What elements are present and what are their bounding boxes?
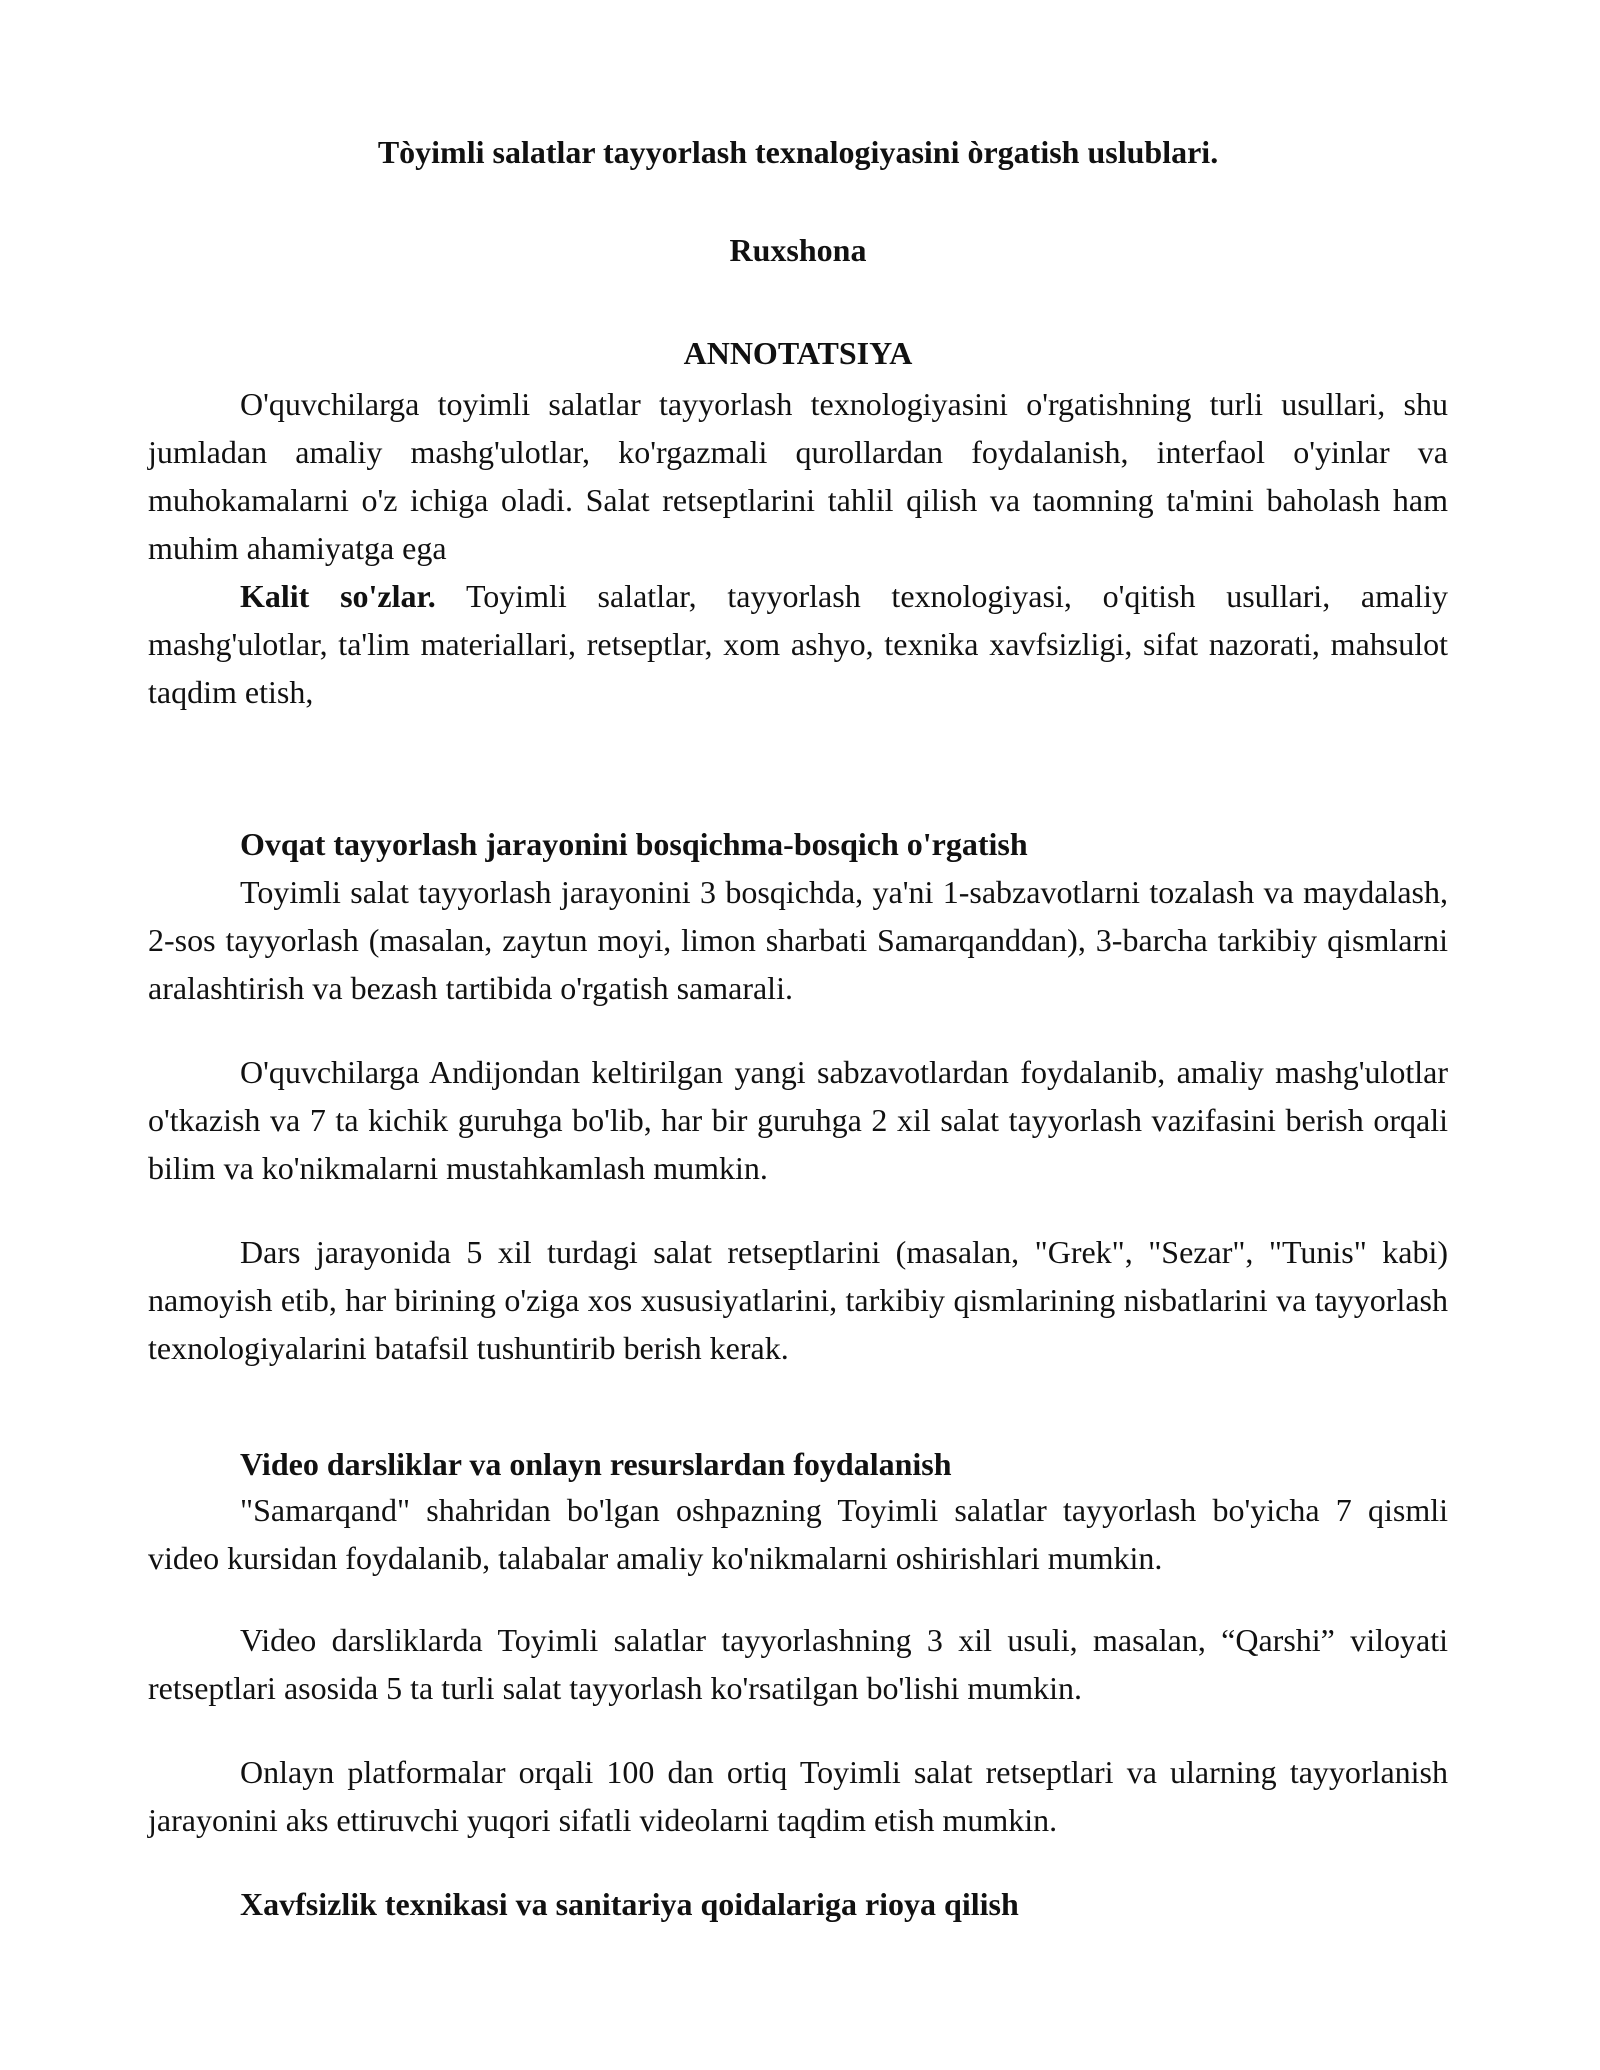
section-2-paragraph-3: Onlayn platformalar orqali 100 dan ortiq Toyimli salat retseptlari va ularning tayyorlanish jarayonini aks ettiruvchi yuqori sifatli videolarni taqdim etish mumkin.	[148, 1754, 1448, 1838]
keywords-label: Kalit so'zlar.	[240, 578, 436, 614]
annotation-text: O'quvchilarga toyimli salatlar tayyorlash texnologiyasini o'rgatishning turli usullari, shu jumladan amaliy mashg'ulotlar, ko'rgazmali qurollardan foydalanish, interfaol o'yinlar va muhokamalarni o'z ichiga oladi. Salat retseptlarini tahlil qilish va taomning ta'mini baholash ham muhim ahamiyatga ega	[148, 386, 1448, 566]
section-2-paragraph-2: Video darsliklarda Toyimli salatlar tayyorlashning 3 xil usuli, masalan, “Qarshi” viloyati retseptlari asosida 5 ta turli salat tayyorlash ko'rsatilgan bo'lishi mumkin.	[148, 1622, 1448, 1706]
section-1-paragraph-2: O'quvchilarga Andijondan keltirilgan yangi sabzavotlardan foydalanib, amaliy mashg'ulotlar o'tkazish va 7 ta kichik guruhga bo'lib, har bir guruhga 2 xil salat tayyorlash vazifasini berish orqali bilim va ko'nikmalarni mustahkamlash mumkin.	[148, 1054, 1448, 1186]
section-2-paragraph-1: "Samarqand" shahridan bo'lgan oshpazning Toyimli salatlar tayyorlash bo'yicha 7 qismli video kursidan foydalanib, talabalar amaliy ko'nikmalarni oshirishlari mumkin.	[148, 1492, 1448, 1576]
annotation-heading: ANNOTATSIYA	[683, 335, 913, 371]
section-1-paragraph-3: Dars jarayonida 5 xil turdagi salat retseptlarini (masalan, "Grek", "Sezar", "Tunis" kabi) namoyish etib, har birining o'ziga xos xususiyatlarini, tarkibiy qismlarining nisbatlarini va tayyorlash texnologiyalarini batafsil tushuntirib berish kerak.	[148, 1234, 1448, 1366]
keywords-text: Toyimli salatlar, tayyorlash texnologiyasi, o'qitish usullari, amaliy mashg'ulotlar, ta'lim materiallari, retseptlar, xom ashyo, texnika xavfsizligi, sifat nazorati, mahsulot taqdim etish,	[148, 578, 1449, 710]
section-1-paragraph-1: Toyimli salat tayyorlash jarayonini 3 bosqichda, ya'ni 1-sabzavotlarni tozalash va maydalash, 2-sos tayyorlash (masalan, zaytun moyi, limon sharbati Samarqanddan), 3-barcha tarkibiy qismlarni aralashtirish va bezash tartibida o'rgatish samarali.	[148, 874, 1448, 1006]
document-title: Tòyimli salatlar tayyorlash texnalogiyasini òrgatish uslublari.	[377, 134, 1219, 170]
keywords-paragraph	[148, 572, 1448, 716]
document-author: Ruxshona	[729, 232, 867, 268]
section-heading-safety: Xavfsizlik texnikasi va sanitariya qoidalariga rioya qilish	[240, 1886, 1019, 1922]
section-heading-video: Video darsliklar va onlayn resurslardan foydalanish	[240, 1446, 952, 1482]
section-heading-stepwise: Ovqat tayyorlash jarayonini bosqichma-bosqich o'rgatish	[240, 826, 1028, 862]
